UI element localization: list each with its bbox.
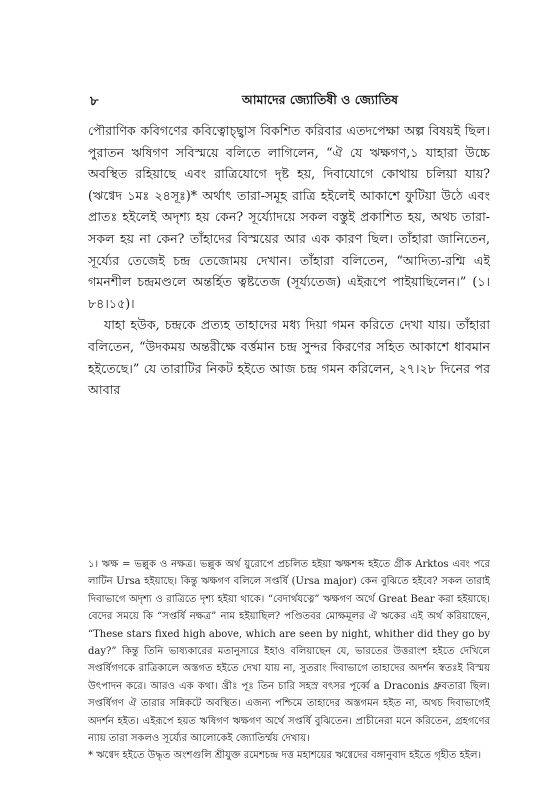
running-title: আমাদের জ্যোতিষী ও জ্যোতিষ xyxy=(241,92,399,107)
paragraph: যাহা হউক, চন্দ্রকে প্রত্যহ তাহাদের মধ্য দিয়া গমন করিতে দেখা যায়। তাঁহারা বলিতেন, “উদকময় অন্তরীক্ষে বর্ত্তমান চন্দ্র সুন্দর কিরণের সহিত আকাশে ধাবমান হইতেছে।” যে তারাটির নিকট হইতে আজ চন্দ্র গমন করিলেন, ২৭।২৮ দিনের পর আবার xyxy=(88,317,490,398)
main-text xyxy=(88,120,490,401)
footnotes xyxy=(88,556,490,765)
footnote-1: ১। ঋক্ষ = ভল্লুক ও নক্ষত্র। ভল্লুক অর্থ য়ুরোপে প্রচলিত হইয়া ঋক্ষশব্দ হইতে গ্রীক Arktos এবং পরে লাটিন Ursa হইয়াছে। কিন্তু ঋক্ষগণ বলিলে সপ্তর্ষি (Ursa major) কেন বুঝিতে হইবে? সকল তারাই দিবাভাগে অদৃশ্য ও রাত্রিতে দৃশ্য হইয়া থাকে। “বেদার্থযত্নে” ঋক্ষগণ অর্থে Great Bear করা হইয়াছে। বেদের সময়ে কি “সপ্তর্ষি নক্ষত্র” নাম হইয়াছিল? পণ্ডিতবর মোক্ষমূলর ঐ ঋকের এই অর্থ করিয়াছেন, “These stars fixed high above, which are seen by night, whither did they go by day?” কিন্তু তিনি ভাষ্যকারের মতানুসারে ইহাও বলিয়াছেন যে, ভারতের উত্তরাংশ হইতে দেখিলে সপ্তর্ষিগণকে রাত্রিকালে অস্তগত হইতে দেখা যায় না, সুতরাং দিবাভাগে তাহাদের অদর্শন স্বতঃই বিস্ময় উৎপাদন করে। আরও এক কথা। খ্রীঃ পূঃ তিন চারি সহস্র বৎসর পূর্ব্বে a Draconis ধ্রুবতারা ছিল। সপ্তর্ষিগণ ঐ তারার সন্নিকটে অবস্থিত। এজন্য পশ্চিমে তাহাদের অস্তগমন হইত না, অথচ দিবাভাগেই অদর্শন হইত। এইরূপে হয়ত ঋষিগণ ঋক্ষগণ অর্থে সপ্তর্ষি বুঝিতেন। প্রাচীনেরা মনে করিতেন, গ্রহগণের ন্যায় তারা সকলও সূর্য্যের আলোকেই জ্যোতির্ম্ময় দেখায়। xyxy=(88,559,490,745)
page-header xyxy=(90,92,490,112)
footnote-star: * ঋগ্বেদ হইতে উদ্ধৃত অংশগুলি শ্রীযুক্ত রমেশচন্দ্র দত্ত মহাশয়ের ঋগ্বেদের বঙ্গানুবাদ হইতে গৃহীত হইল। xyxy=(88,750,482,762)
page-number: ৮ xyxy=(90,94,99,109)
paragraph: পৌরাণিক কবিগণের কবিত্বোচ্ছ্বাস বিকশিত করিবার এতদপেক্ষা অল্প বিষয়ই ছিল। পুরাতন ঋষিগণ সবিস্ময়ে বলিতে লাগিলেন, “ঐ যে ঋক্ষগণ,১ যাহারা উচ্চে অবস্থিত রহিয়াছে এবং রাত্রিযোগে দৃষ্ট হয়, দিবাযোগে কোথায় চলিয়া যায়? (ঋগ্বেদ ১মঃ ২৪সূঃ)* অর্থাৎ তারা-সমূহ রাত্রি হইলেই আকাশে ফুটিয়া উঠে এবং প্রাতঃ হইলেই অদৃশ্য হয় কেন? সূর্য্যোদয়ে সকল বস্তুই প্রকাশিত হয়, অথচ তারা-সকল হয় না কেন? তাঁহাদের বিস্ময়ের আর এক কারণ ছিল। তাঁহারা জানিতেন, সূর্য্যের তেজেই চন্দ্র তেজোময় দেখান। তাঁহারা বলিতেন, “আদিত্য-রশ্মি এই গমনশীল চন্দ্রমণ্ডলে অন্তর্হিত ত্বষ্টতেজ (সূর্য্যতেজ) এইরূপে পাইয়াছিলেন।” (১।৮৪।১৫)। xyxy=(88,123,490,311)
